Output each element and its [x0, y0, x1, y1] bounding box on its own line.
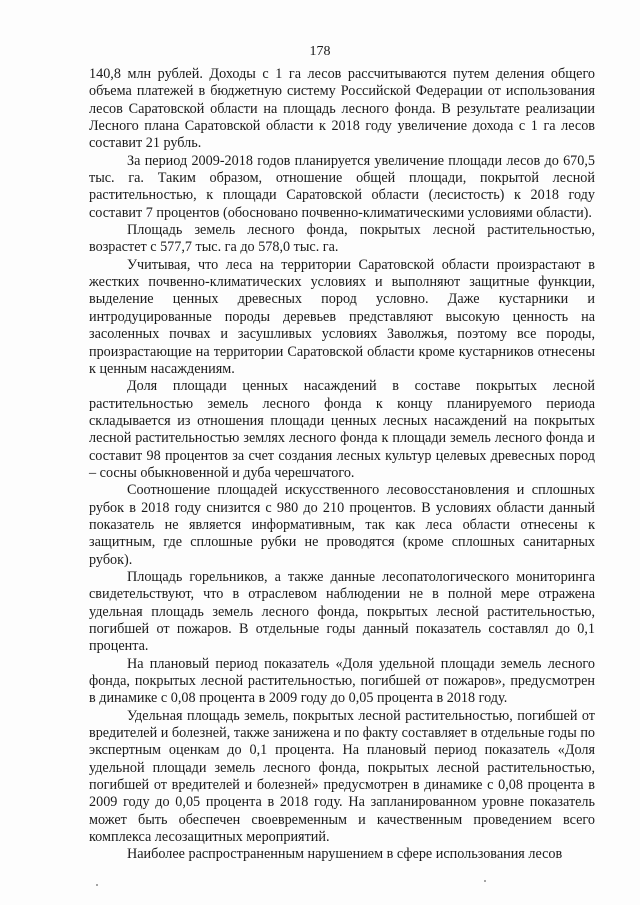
paragraph-reforestation-ratio: Соотношение площадей искусственного лесовосстановления и сплошных рубок в 2018 году снизится с 980 до 210 процентов. В условиях области данный показатель не является информативным, так как леса области отнесены к защитным, где сплошные рубки не проводятся (кроме сплошных санитарных рубок).: [89, 482, 595, 568]
paragraph-valuable-species: Учитывая, что леса на территории Саратовской области произрастают в жестких почвенно-климатических условиях и выполняют защитные функции, выделение ценных древесных пород условно. Даже кустарники и интродуцированные породы деревьев представляют высокую ценность на засоленных почвах и засушливых условиях Заволжья, поэтому все породы, произрастающие на территории Саратовской области кроме кустарников отнесены к ценным насаждениям.: [89, 256, 595, 377]
document-body: [89, 66, 595, 864]
paragraph-forest-fund-area: Площадь земель лесного фонда, покрытых лесной растительностью, возрастет с 577,7 тыс. га до 578,0 тыс. га.: [89, 222, 595, 256]
scan-speck: [96, 884, 98, 886]
paragraph-burned-areas: Площадь горельников, а также данные лесопатологического мониторинга свидетельствуют, что в отраслевом наблюдении не в полной мере отражена удельная площадь земель лесного фонда, покрытых лесной растительностью, погибшей от пожаров. В отдельные годы данный показатель составлял до 0,1 процента.: [89, 568, 595, 655]
paragraph-fire-loss-indicator: На плановый период показатель «Доля удельной площади земель лесного фонда, покрытых лесной растительностью, погибшей от пожаров», предусмотрен в динамике с 0,08 процента в 2009 году до 0,05 процента в 2018 году.: [89, 655, 595, 707]
paragraph-valuable-plantings-share: Доля площади ценных насаждений в составе покрытых лесной растительностью земель лесного фонда к концу планируемого периода складывается из отношения площади ценных лесных насаждений на покрытых лесной растительностью землях лесного фонда к площади земель лесного фонда и составит 98 процентов за счет создания лесных культур целевых древесных пород – сосны обыкновенной и дуба черешчатого.: [89, 378, 595, 481]
paragraph-violations: Наиболее распространенным нарушением в сфере использования лесов: [127, 846, 563, 863]
paragraph-revenue-per-hectare: 140,8 млн рублей. Доходы с 1 га лесов рассчитываются путем деления общего объема платежей в бюджетную систему Российской Федерации от использования лесов Саратовской области на площадь лесного фонда. В результате реализации Лесного плана Саратовской области к 2018 году увеличение дохода с 1 га лесов составит 21 рубль.: [89, 66, 595, 152]
paragraph-pest-loss-indicator: Удельная площадь земель, покрытых лесной растительностью, погибшей от вредителей и болезней, также занижена и по факту составляет в отдельные годы по экспертным оценкам до 0,1 процента. На плановый период показатель «Доля удельной площади земель лесного фонда, покрытых лесной растительностью, погибшей от вредителей и болезней» предусмотрен в динамике с 0,08 процента в 2009 году до 0,05 процента в 2018 году. На запланированном уровне показатель может быть обеспечен своевременным и качественным проведением всего комплекса лесозащитных мероприятий.: [89, 707, 595, 846]
scan-speck: [484, 880, 486, 882]
paragraph-forest-cover: За период 2009-2018 годов планируется увеличение площади лесов до 670,5 тыс. га. Таким образом, отношение общей площади, покрытой лесной растительностью, к площади Саратовской области (лесистость) к 2018 году составит 7 процентов (обосновано почвенно-климатическими условиями области).: [89, 152, 595, 221]
page-number: 178: [309, 44, 331, 59]
